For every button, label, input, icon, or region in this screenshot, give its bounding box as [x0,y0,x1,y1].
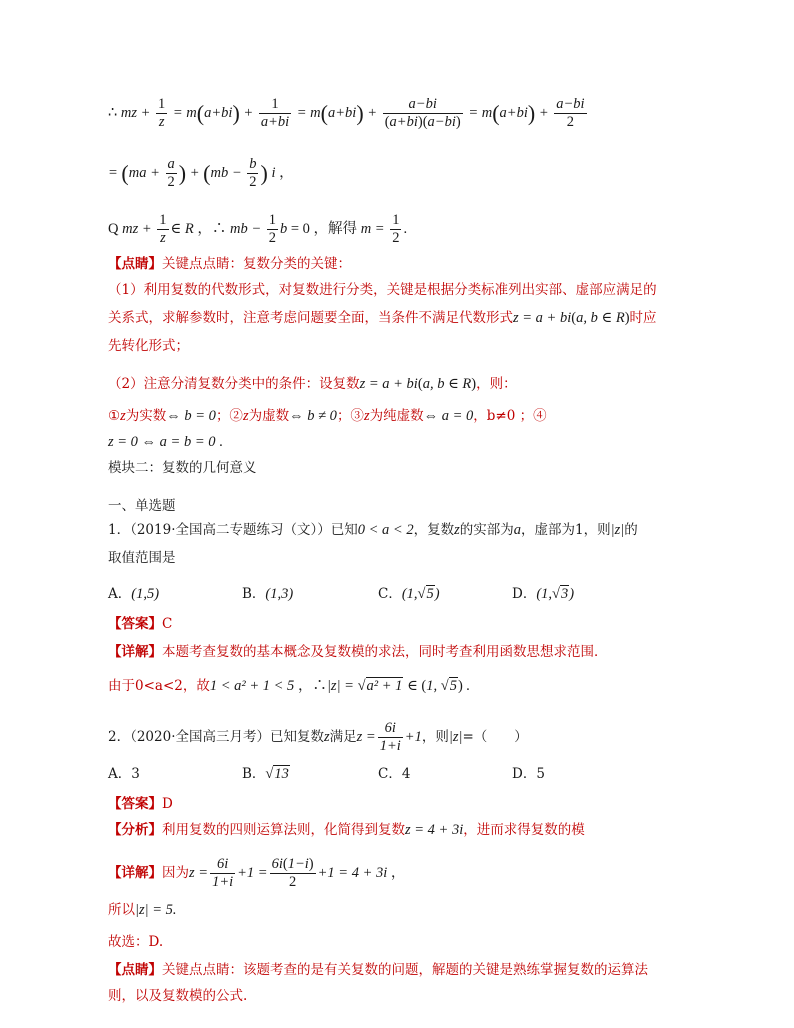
q1-option-c[interactable]: C．(1,√5) [378,586,440,602]
note-1-point-1c: 先转化形式； [108,338,189,354]
q2-choose: 故选：D. [108,934,164,950]
derivation-line-2: = (ma + $\frac{a}{2}$ ) + (mb − $\frac{b}{2}$ ) i ， [108,156,294,190]
q2-detail: 【详解】因为z = $\frac{6i}{1+i}$ +1 = $\frac{6i(1-i)}{2}$ +1 = 4 + 3i ， [108,856,406,890]
q2-option-b[interactable]: B．√13 [242,766,289,782]
q2-option-c[interactable]: C．4 [378,766,411,782]
q2-note: 【点睛】关键点点睛：该题考查的是有关复数的问题，解题的关键是熟练掌握复数的运算法 [108,962,648,978]
q1-stem: 1．（2019·全国高二专题练习（文））已知0 < a < 2，复数z的实部为a，虚部为1，则|z|的 [108,522,638,538]
q2-answer: 【答案】D [108,796,173,812]
q1-stem-2: 取值范围是 [108,550,176,566]
derivation-line-1: ∴ mz + $\frac{1}{z}$ = m(a+bi) + $\frac{1}{a+bi}$ = m(a+bi) + $\frac{a-bi}{(a+bi)(a-bi)}$ = m(a+bi) + $\frac{a-bi}{2}$ [108,96,585,130]
note-1-header: 【点睛】关键点点睛：复数分类的关键： [108,256,351,272]
q1-option-a[interactable]: A．(1,5) [108,586,160,602]
q2-stem: 2．（2020·全国高三月考）已知复数z满足z = $\frac{6i}{1+i}$ +1，则|z|=（ ） [108,720,528,754]
q1-option-b[interactable]: B．(1,3) [242,586,294,602]
q2-therefore: 所以|z| = 5. [108,902,177,918]
q2-option-a[interactable]: A．3 [108,766,140,782]
q2-note-2: 则，以及复数模的公式. [108,988,248,1004]
module-title: 模块二：复数的几何意义 [108,460,257,476]
note-1-point-2: （2）注意分清复数分类中的条件：设复数z = a + bi(a, b ∈ R)，则： [108,376,517,392]
note-1-point-1b: 关系式，求解参数时，注意考虑问题要全面，当条件不满足代数形式z = a + bi(a, b ∈ R)时应 [108,310,657,326]
note-1-point-4: z = 0 ⇔ a = b = 0 . [108,434,223,450]
q1-detail-2: 由于0<a<2，故1 < a² + 1 < 5 ，∴|z| = √a² + 1 ∈ (1, √5) . [108,678,471,694]
q1-answer: 【答案】C [108,616,173,632]
derivation-line-3: Q mz + $\frac{1}{z}$ ∈ R ，∴ mb − $\frac{1}{2}$ b = 0 ，解得 m = $\frac{1}{2}$ . [108,212,408,246]
section-title: 一、单选题 [108,498,176,514]
note-1-point-3: ①z为实数⇔ b = 0；②z为虚数⇔ b ≠ 0；③z为纯虚数⇔ a = 0，b≠0 ；④ [108,408,547,424]
q1-detail: 【详解】本题考查复数的基本概念及复数模的求法，同时考查利用函数思想求范围． [108,644,608,660]
q2-option-d[interactable]: D．5 [512,766,545,782]
note-1-point-1a: （1）利用复数的代数形式，对复数进行分类，关键是根据分类标准列出实部、虚部应满足的 [108,282,657,298]
q2-analysis: 【分析】利用复数的四则运算法则，化简得到复数z = 4 + 3i，进而求得复数的模 [108,822,585,838]
q1-option-d[interactable]: D．(1,√3) [512,586,575,602]
